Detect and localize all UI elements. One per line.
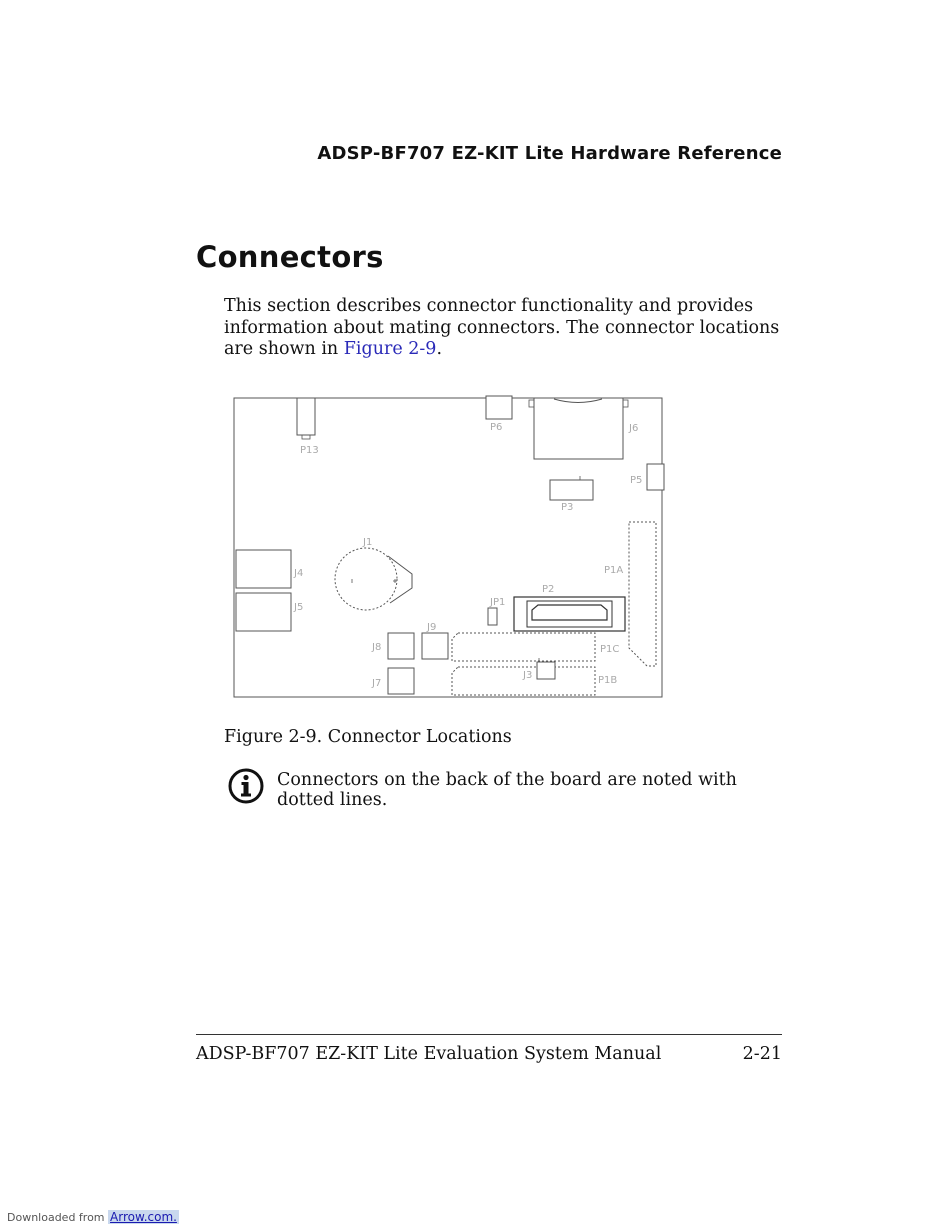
label-p1c: P1C xyxy=(600,644,620,655)
connector-locations-figure xyxy=(228,390,668,702)
connector-jp1 xyxy=(488,597,505,625)
board-diagram xyxy=(228,390,668,702)
label-jp1: JP1 xyxy=(490,597,506,608)
connector-p1b xyxy=(452,667,617,695)
intro-text: This section describes connector functionality and provides information about mating connectors. The connector locations are shown in xyxy=(224,296,780,359)
connector-p5 xyxy=(630,464,664,490)
connector-j8 xyxy=(371,633,414,659)
connector-j7 xyxy=(371,668,414,694)
connector-p6 xyxy=(486,396,512,433)
intro-paragraph xyxy=(224,296,784,361)
label-j8: J8 xyxy=(372,642,382,653)
footer-manual-title: ADSP-BF707 EZ-KIT Lite Evaluation System Manual xyxy=(196,1044,662,1064)
connector-j9 xyxy=(422,622,448,659)
label-j4: J4 xyxy=(294,568,304,579)
label-p2: P2 xyxy=(542,584,555,595)
connector-p2 xyxy=(514,584,625,631)
label-j6: J6 xyxy=(629,423,639,434)
arrow-link[interactable]: Arrow.com. xyxy=(110,1210,177,1224)
note-text: Connectors on the back of the board are noted with dotted lines. xyxy=(277,770,737,810)
label-j3: J3 xyxy=(523,670,533,681)
connector-p3 xyxy=(550,476,593,513)
section-title: Connectors xyxy=(196,240,384,274)
connector-j5 xyxy=(236,593,303,631)
intro-end: . xyxy=(436,339,443,359)
info-icon xyxy=(228,768,264,804)
download-prefix: Downloaded from xyxy=(7,1211,109,1224)
figure-link[interactable]: Figure 2-9 xyxy=(343,339,437,359)
label-p13: P13 xyxy=(300,445,319,456)
connector-j4 xyxy=(236,550,303,588)
download-notice xyxy=(7,1210,179,1224)
connector-j6 xyxy=(529,398,638,459)
label-p1b: P1B xyxy=(598,675,618,686)
label-p6: P6 xyxy=(490,422,503,433)
running-header: ADSP-BF707 EZ-KIT Lite Hardware Reference xyxy=(317,143,782,164)
label-p5: P5 xyxy=(630,475,643,486)
label-p3: P3 xyxy=(561,502,574,513)
label-j1: J1 xyxy=(363,537,373,548)
connector-p1c xyxy=(452,633,619,661)
footer-page-number: 2-21 xyxy=(742,1044,782,1064)
figure-caption: Figure 2-9. Connector Locations xyxy=(224,727,512,747)
label-p1a: P1A xyxy=(604,565,624,576)
footer-rule xyxy=(196,1034,782,1035)
connector-p13 xyxy=(297,398,319,456)
label-j9: J9 xyxy=(427,622,437,633)
label-j7: J7 xyxy=(372,678,382,689)
label-j5: J5 xyxy=(294,602,304,613)
connector-j1 xyxy=(335,537,412,610)
